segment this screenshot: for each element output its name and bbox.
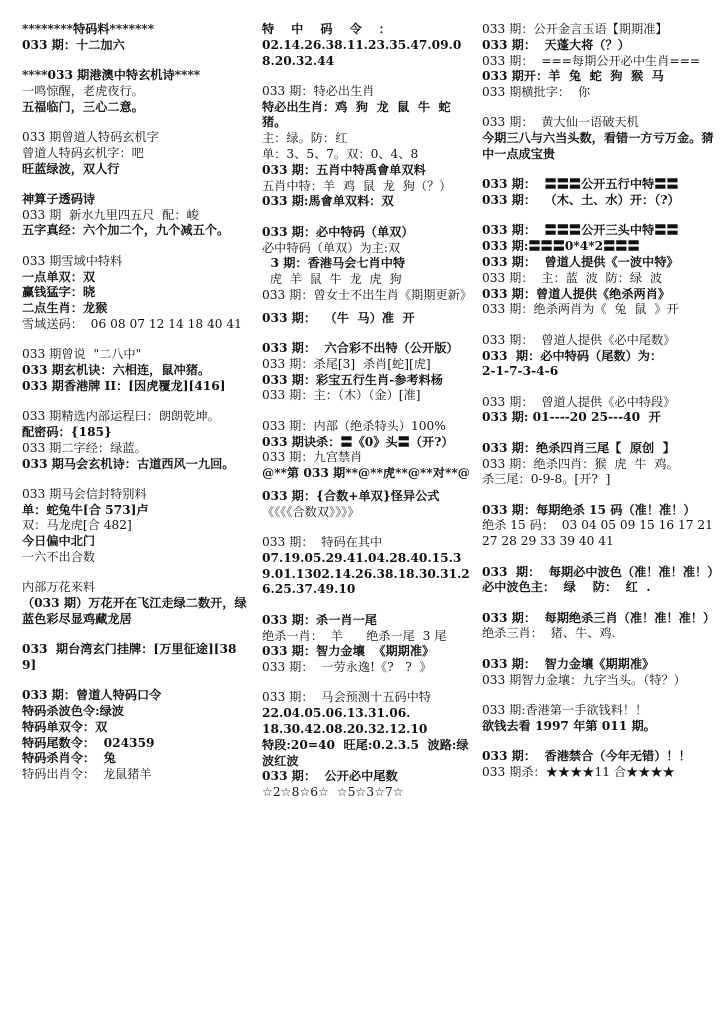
- spacer: [262, 482, 474, 489]
- text-line: 033 期马会信封特别料: [22, 486, 147, 501]
- text-line: 033 期:〓〓〓0*4*2〓〓〓: [482, 239, 640, 254]
- text-line: 033 期： 曾道人提供《必中特段》: [482, 394, 676, 409]
- text-line: 特段:20=40 旺尾:0.2.3.5 波路:绿波红波: [262, 737, 469, 768]
- text-line: （033 期）万花开在飞江走绿二数开，绿蓝色彩尽显鸡藏龙居: [22, 596, 247, 626]
- spacer: [482, 488, 722, 503]
- text-line: 五字真经：六个加二个，九个减五个。: [22, 223, 230, 238]
- text-line: 033 期： 特码在其中: [262, 535, 383, 550]
- spacer: [262, 404, 474, 419]
- text-line: 主：绿。防：红: [262, 131, 348, 146]
- text-line: 033 期开：羊 兔 蛇 狗 猴 马: [482, 69, 664, 84]
- text-line: 绝杀 15 码： 03 04 05 09 15 16 17 21 27 28 29 33 39 40 41: [482, 518, 717, 549]
- text-line: 033 期曾道人特码玄机字: [22, 129, 159, 144]
- spacer: [482, 101, 722, 116]
- text-line: 033 期精选内部运程曰：朗朗乾坤。: [22, 409, 220, 424]
- text-line: 033 期：必中特码（单双）: [262, 224, 414, 239]
- text-line: 赢钱猛字：晓: [22, 285, 96, 300]
- text-line: 今期三八与六当头数，看错一方亏万金。猜中一点成宝贵: [482, 131, 714, 162]
- text-line: 033 期:馬會单双料：双: [262, 194, 394, 209]
- spacer: [482, 163, 722, 178]
- text-line: 033 期： 每期绝杀三肖（准！准！准！）: [482, 610, 716, 625]
- text-line: 033 期： 曾道人提供《一波中特》: [482, 255, 679, 270]
- spacer: [482, 380, 722, 395]
- text-line: 033 期 新水九里四五尺 配：峻: [22, 207, 199, 222]
- text-line: ☆2☆8☆6☆ ☆5☆3☆7☆: [262, 785, 404, 800]
- text-line: 033 期： 主：蓝 波 防：绿 波: [482, 270, 663, 285]
- text-line: 033 期： 〓〓〓公开三头中特〓〓: [482, 223, 679, 238]
- text-line: 033 期：杀尾[3] 杀肖[蛇][虎]: [262, 356, 431, 371]
- text-line: 033 期： 六合彩不出特（公开版）: [262, 341, 459, 356]
- text-line: 033 期：曾道人特码口令: [22, 688, 162, 703]
- text-line: 3 期：香港马会七肖中特: [262, 256, 406, 271]
- text-line: @**第 033 期**@**虎**@**对**@: [262, 466, 470, 481]
- text-line: 曾道人特码玄机字：吧: [22, 145, 144, 160]
- text-line: 033 期：十二加六: [22, 37, 125, 52]
- text-line: 一鸣惊醒，老虎夜行。: [22, 83, 144, 98]
- text-line: 033 期：主：（木）（金）[准]: [262, 388, 421, 403]
- text-line: 神算子透码诗: [22, 191, 96, 206]
- text-line: 033 期杀：★★★★11 合★★★★: [482, 764, 675, 779]
- text-line: 双：马龙虎[合 482]: [22, 518, 132, 533]
- spacer: [262, 210, 474, 225]
- text-line: 033 期： ===每期公开必中生肖===: [482, 53, 701, 68]
- text-line: 033 期：绝杀两肖为《 兔 鼠 》开: [482, 302, 679, 317]
- text-line: 内部万花来料: [22, 580, 96, 595]
- spacer: [22, 674, 250, 689]
- text-line: 033 期： 香港禁合（今年无错）！！: [482, 748, 691, 763]
- text-line: 033 期二字经：绿蓝。: [22, 440, 147, 455]
- text-line: 绝杀三肖： 猪、牛、鸡.: [482, 626, 616, 641]
- text-line: 单：蛇兔牛[合 573]卢: [22, 502, 149, 517]
- text-line: 033 期： 马会预测十五码中特: [262, 690, 431, 705]
- text-line: 033 期：特必出生肖: [262, 83, 375, 98]
- text-line: 一六不出合数: [22, 550, 96, 565]
- text-line: 033 期：彩宝五行生肖-参考料杨: [262, 372, 443, 387]
- text-line: 033 期智力金壤：九字当头。（特？）: [482, 672, 686, 687]
- text-line: 033 期台湾玄门挂牌：[万里征途][389]: [22, 642, 237, 672]
- text-line: 《《《《合数双》》》》: [262, 504, 360, 519]
- text-line: 033 期： 〓〓〓公开五行中特〓〓: [482, 177, 679, 192]
- text-line: 033 期：曾女士不出生肖《期期更新》: [262, 287, 472, 302]
- spacer: [482, 688, 722, 703]
- text-line: 雪域送码： 06 08 07 12 14 18 40 41: [22, 316, 242, 331]
- spacer: [482, 734, 722, 749]
- text-line: 033 期： 公开必中尾数: [262, 769, 398, 784]
- text-line: 033 期： 一劳永逸!《? ? 》: [262, 660, 432, 675]
- text-line: 033 期玄机诀：六相连，鼠冲猪。: [22, 363, 211, 378]
- spacer: [22, 54, 250, 69]
- text-line: 必中特码（单双）为主:双: [262, 240, 401, 255]
- text-line: 033 期：曾道人提供《绝杀两肖》: [482, 286, 671, 301]
- spacer: [482, 318, 722, 333]
- text-line: 18.30.42.08.20.32.12.10: [262, 721, 428, 736]
- text-line: 特码出肖令： 龙鼠猪羊: [22, 767, 152, 782]
- text-line: 033 期曾说 "二八中": [22, 347, 142, 362]
- text-line: 033 期：智力金壤 《期期准》: [262, 644, 435, 659]
- spacer: [22, 566, 250, 581]
- text-line: 杀三尾：0-9-8。[开? ]: [482, 472, 611, 487]
- text-line: 033 期： 黄大仙一语破天机: [482, 115, 639, 130]
- spacer: [22, 177, 250, 192]
- text-line: 033 期：每期绝杀 15 码（准！准！）: [482, 502, 696, 517]
- text-line: 033 期:香港第一手欲钱料！！: [482, 702, 648, 717]
- text-line: 一点单双：双: [22, 269, 96, 284]
- text-line: 特必出生肖：鸡 狗 龙 鼠 牛 蛇 猪。: [262, 99, 460, 130]
- text-line: 五福临门，三心二意。: [22, 99, 144, 114]
- text-line: 033 期：绝杀四肖三尾【 原创 】: [482, 440, 675, 455]
- text-line: 033 期： （牛 马）准 开: [262, 310, 415, 325]
- spacer: [262, 521, 474, 536]
- text-line: 2-1-7-3-4-6: [482, 364, 559, 379]
- text-line: 单：3、5、7。双：0、4、8: [262, 147, 419, 162]
- text-line: 033 期：必中特码（尾数）为：: [482, 348, 663, 363]
- text-line: 033 期： 曾道人提供《必中尾数》: [482, 332, 676, 347]
- text-line: 二点生肖：龙猴: [22, 301, 108, 316]
- spacer: [262, 676, 474, 691]
- text-line: 五肖中特：羊 鸡 鼠 龙 狗（？）: [262, 178, 452, 193]
- spacer: [262, 69, 474, 84]
- spacer: [22, 333, 250, 348]
- text-line: 033 期：公开金言玉语【期期准】: [482, 22, 668, 36]
- spacer: [22, 395, 250, 410]
- text-line: 033 期：内部（绝杀特头）100%: [262, 418, 446, 433]
- text-line: 033 期：五肖中特禹會单双料: [262, 162, 426, 177]
- text-line: 特码尾数令： 024359: [22, 735, 155, 750]
- text-line: 033 期香港牌 II：[因虎覆龙][416]: [22, 378, 226, 393]
- left-column: [22, 22, 250, 1020]
- text-line: 033 期： 智力金壤《期期准》: [482, 656, 655, 671]
- text-line: 今日偏中北门: [22, 534, 96, 549]
- text-line: 必中波色主： 绿 防： 红 .: [482, 580, 651, 595]
- text-line: ********特码料*******: [22, 22, 155, 36]
- spacer: [482, 550, 722, 565]
- text-line: 特码杀肖令： 兔: [22, 751, 116, 766]
- middle-column: [262, 22, 474, 1020]
- right-column: [482, 22, 722, 1020]
- text-line: 特 中 码 令 ：: [262, 22, 391, 36]
- spacer: [482, 209, 722, 224]
- text-line: 033 期： 天蓬大将（？）: [482, 37, 630, 52]
- spacer: [22, 628, 250, 643]
- spacer: [22, 115, 250, 130]
- spacer: [482, 426, 722, 441]
- text-line: 特码单双令：双: [22, 719, 108, 734]
- spacer: [482, 642, 722, 657]
- text-line: 033 期：绝杀四肖：猴 虎 牛 鸡。: [482, 456, 679, 471]
- text-line: 033 期诀杀：〓《0》头〓（开?）: [262, 434, 454, 449]
- text-line: 033 期：{合数+单双}怪异公式: [262, 488, 440, 503]
- text-line: 欲钱去看 1997 年第 011 期。: [482, 718, 656, 733]
- text-line: 033 期： 每期必中波色（准！准！准！）: [482, 564, 720, 579]
- text-line: 033 期横批字： 你: [482, 85, 591, 100]
- spacer: [22, 239, 250, 254]
- text-line: 02.14.26.38.11.23.35.47.09.08.20.32.44: [262, 37, 462, 68]
- text-line: 07.19.05.29.41.04.28.40.15.39.01.1302.14.26.38.18.30.31.26.25.37.49.10: [262, 550, 470, 597]
- text-line: 22.04.05.06.13.31.06.: [262, 706, 411, 721]
- text-line: 033 期: 01----20 25---40 开: [482, 410, 661, 425]
- spacer: [262, 304, 474, 311]
- spacer: [262, 598, 474, 613]
- spacer: [262, 327, 474, 342]
- text-line: 033 期：杀一肖一尾: [262, 612, 377, 627]
- spacer: [482, 596, 722, 611]
- text-line: 配密码：{185}: [22, 424, 112, 439]
- spacer: [22, 472, 250, 487]
- text-line: 033 期： （木、土、水）开：（?）: [482, 193, 680, 208]
- text-line: 033 期马会玄机诗：古道西风一九回。: [22, 456, 235, 471]
- text-line: 绝杀一肖： 羊 绝杀一尾 3 尾: [262, 628, 447, 643]
- text-line: ****033 期港澳中特玄机诗****: [22, 68, 201, 83]
- text-line: 033 期雪域中特料: [22, 253, 123, 268]
- text-line: 033 期：九宫禁肖: [262, 450, 363, 465]
- text-line: 虎 羊 鼠 牛 龙 虎 狗: [262, 272, 402, 287]
- text-line: 特码杀波色令:绿波: [22, 704, 124, 719]
- text-line: 旺蓝绿波，双人行: [22, 161, 120, 176]
